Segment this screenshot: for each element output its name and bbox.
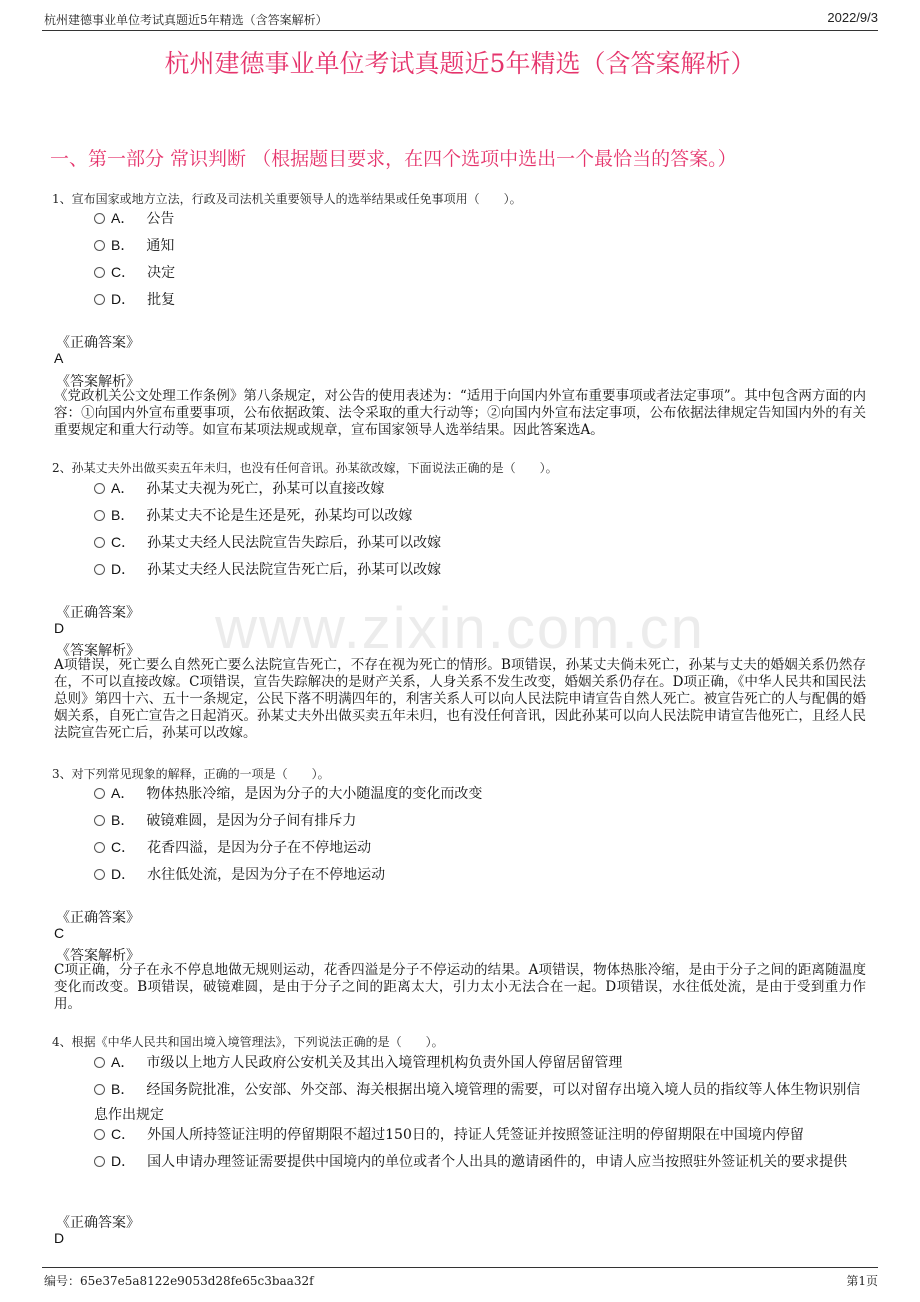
answer-value: A [54,350,64,366]
option-d[interactable] [94,862,864,888]
option-a[interactable] [94,1050,864,1076]
radio-icon[interactable] [94,564,105,575]
option-letter: A． [111,480,135,496]
option-letter: D． [111,291,136,307]
option-letter: B． [111,237,135,253]
answer-value: D [54,620,65,636]
option-c[interactable] [94,260,864,286]
option-c[interactable] [94,530,864,556]
option-text: 孙某丈夫经人民法院宣告死亡后，孙某可以改嫁 [147,562,442,578]
option-letter: A． [111,210,135,226]
option-text: 外国人所持签证注明的停留期限不超过150日的，持证人凭签证并按照签证注明的停留期限在中国境内停留 [147,1127,804,1143]
radio-icon[interactable] [94,267,105,278]
option-letter: A． [111,1054,135,1070]
option-letter: B． [111,1081,135,1097]
option-text: 决定 [147,265,176,281]
option-letter: C． [111,839,136,855]
radio-icon[interactable] [94,1057,105,1068]
page-number: 第1页 [846,1274,878,1288]
header-divider [42,30,878,31]
option-letter: D． [111,561,136,577]
question-stem: 1、宣布国家或地方立法，行政及司法机关重要领导人的选举结果或任免事项用（ ）。 [52,192,522,206]
option-b[interactable] [94,503,864,529]
header-doc-title: 杭州建德事业单位考试真题近5年精选（含答案解析） [44,13,328,27]
explanation-text: A项错误，死亡要么自然死亡要么法院宣告死亡，不存在视为死亡的情形。B项错误，孙某丈夫倘未死亡，孙某与丈夫的婚姻关系仍然存在，不可以直接改嫁。C项错误，宣告失踪解决的是财产关系，人身关系不发生改变，婚姻关系仍存在。D项正确，《中华人民共和国民法总则》第四十六、五十一条规定，公民下落不明满四年的，利害关系人可以向人民法院申请宣告自然人死亡。被宣告死亡的人与配偶的婚姻关系，自死亡宣告之日起消灭。孙某丈夫外出做买卖五年未归，也有没任何音讯，因此孙某可以向人民法院申请宣告他死亡，且经人民法院宣告死亡后，孙某可以改嫁。 [54,657,866,741]
option-text: 经国务院批准，公安部、外交部、海关根据出境入境管理的需要，可以对留存出境入境人员的指纹等人体生物识别信息作出规定 [94,1082,861,1123]
radio-icon[interactable] [94,240,105,251]
option-letter: D． [111,1153,136,1169]
option-d[interactable] [94,287,864,313]
explanation-text: C项正确，分子在永不停息地做无规则运动，花香四溢是分子不停运动的结果。A项错误，物体热胀冷缩，是由于分子之间的距离随温度变化而改变。B项错误，破镜难圆，是由于分子之间的距离太大，引力太小无法合在一起。D项错误，水往低处流，是由于受到重力作用。 [54,962,866,1012]
answer-value: C [54,925,65,941]
explanation-text: 《党政机关公文处理工作条例》第八条规定，对公告的使用表述为：“适用于向国内外宣布重要事项或者法定事项”。其中包含两方面的内容：①向国内外宣布重要事项，公布依据政策、法令采取的重大行动等；②向国内外宣布法定事项，公布依据法律规定告知国内外的有关重要规定和重大行动等。如宣布某项法规或规章，宣布国家领导人选举结果。因此答案选A。 [54,388,866,438]
option-letter: D． [111,866,136,882]
option-text: 花香四溢，是因为分子在不停地运动 [147,840,372,856]
question-stem: 2、孙某丈夫外出做买卖五年未归，也没有任何音讯。孙某欲改嫁，下面说法正确的是（ ）。 [52,461,558,475]
option-letter: C． [111,1126,136,1142]
radio-icon[interactable] [94,510,105,521]
explanation-label: 《答案解析》 [56,643,140,659]
option-letter: B． [111,812,135,828]
explanation-label: 《答案解析》 [56,374,140,390]
option-b[interactable] [94,808,864,834]
answer-label: 《正确答案》 [56,910,140,926]
watermark: www.zixin.com.cn [215,596,705,661]
option-a[interactable] [94,206,864,232]
radio-icon[interactable] [94,815,105,826]
option-text: 批复 [147,292,176,308]
answer-label: 《正确答案》 [56,335,140,351]
explanation-label: 《答案解析》 [56,948,140,964]
page-title: 杭州建德事业单位考试真题近5年精选（含答案解析） [164,49,756,78]
option-text: 通知 [146,238,175,254]
option-text: 孙某丈夫不论是生还是死，孙某均可以改嫁 [146,508,413,524]
option-text: 孙某丈夫视为死亡，孙某可以直接改嫁 [146,481,385,497]
option-c[interactable] [94,835,864,861]
option-a[interactable] [94,781,864,807]
header-date: 2022/9/3 [827,10,878,25]
question-stem: 4、根据《中华人民共和国出境入境管理法》，下列说法正确的是（ ）。 [52,1035,444,1049]
answer-value: D [54,1230,65,1246]
radio-icon[interactable] [94,842,105,853]
option-text: 孙某丈夫经人民法院宣告失踪后，孙某可以改嫁 [147,535,442,551]
answer-label: 《正确答案》 [56,1215,140,1231]
option-c[interactable] [94,1122,864,1148]
option-letter: C． [111,534,136,550]
radio-icon[interactable] [94,788,105,799]
option-b[interactable] [94,233,864,259]
radio-icon[interactable] [94,1156,105,1167]
option-text: 破镜难圆，是因为分子间有排斥力 [146,813,357,829]
answer-label: 《正确答案》 [56,605,140,621]
option-a[interactable] [94,476,864,502]
option-text: 水往低处流，是因为分子在不停地运动 [147,867,386,883]
radio-icon[interactable] [94,294,105,305]
option-text: 市级以上地方人民政府公安机关及其出入境管理机构负责外国人停留居留管理 [146,1055,623,1071]
option-text: 物体热胀冷缩，是因为分子的大小随温度的变化而改变 [146,786,483,802]
option-text: 国人申请办理签证需要提供中国境内的单位或者个人出具的邀请函件的，申请人应当按照驻外签证机关的要求提供 [147,1154,848,1170]
option-text: 公告 [146,211,175,227]
radio-icon[interactable] [94,869,105,880]
radio-icon[interactable] [94,537,105,548]
option-letter: B． [111,507,135,523]
footer-divider [42,1267,878,1268]
option-letter: A． [111,785,135,801]
radio-icon[interactable] [94,1084,105,1095]
option-letter: C． [111,264,136,280]
option-b[interactable] [94,1077,864,1128]
section-heading: 一、第一部分 常识判断 （根据题目要求，在四个选项中选出一个最恰当的答案。） [50,148,737,170]
question-stem: 3、对下列常见现象的解释，正确的一项是（ ）。 [52,767,330,781]
radio-icon[interactable] [94,483,105,494]
option-d[interactable] [94,557,864,583]
radio-icon[interactable] [94,213,105,224]
option-d[interactable] [94,1149,864,1175]
radio-icon[interactable] [94,1129,105,1140]
document-code: 编号：65e37e5a8122e9053d28fe65c3baa32f [44,1274,314,1288]
